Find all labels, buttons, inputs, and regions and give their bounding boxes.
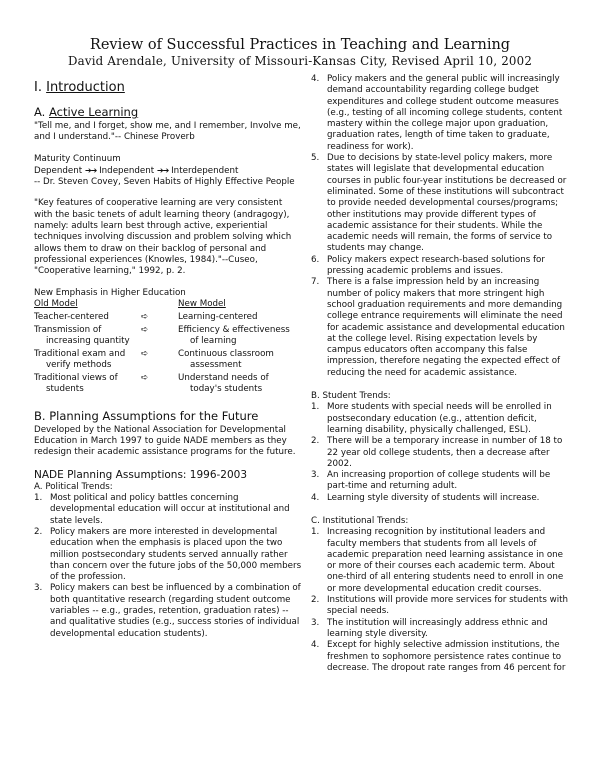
list-item: 1. More students with special needs will be enrolled in postsecondary education (e.g., attention deficit, learning disability, physically challenged, ESL). [311, 402, 552, 435]
list-item: 1. Most political and policy battles concerning developmental education will occur at institutional and state levels. [34, 493, 290, 526]
maturity-title: Maturity Continuum [34, 153, 121, 164]
list-item: 3. The institution will increasingly address ethnic and learning style diversity. [311, 617, 548, 639]
political-trends-list-right [311, 74, 573, 379]
list-item: 1. Increasing recognition by institutional leaders and faculty members that students from all levels of academic preparation need learning assistance in one or more of their courses each academic term. About one-third of all entering students need to enroll in one or more developmental education credit courses. [311, 527, 564, 594]
old-model-header: Old Model [34, 298, 78, 309]
right-column [311, 74, 573, 674]
student-trends-list [311, 402, 573, 504]
list-item: 5. Due to decisions by state-level policy makers, more states will legislate that developmental education courses in public four-year institutions be decreased or eliminated. Some of these institutions will subcontract to provide needed developmental courses/programs; other institutions may provide different types of academic assistance for their students. While the academic needs will remain, the forms of service to students may change. [311, 153, 567, 254]
new-model-header: New Model [178, 298, 226, 309]
right-arrow-icon: ➪ [141, 311, 149, 322]
section-heading-introduction: I. Introduction [34, 80, 125, 95]
list-item: 4. Learning style diversity of students will increase. [311, 492, 540, 503]
list-item: 4. Policy makers and the general public will increasingly demand accountability regarding college budget expenditures and college student outcome measures (e.g., testing of all incoming college students, content mastery within the college major upon graduation, graduation rates, length of time taken to graduate, readiness for work). [311, 74, 563, 152]
right-arrow-icon: ➪ [141, 372, 149, 383]
model-comparison-table [34, 299, 302, 395]
table-row: Teacher-centered ➪ Learning-centered [34, 311, 258, 322]
maturity-continuum: Dependent ➔➔ Independent ➔➔ Interdependent [34, 165, 239, 176]
list-item: 3. Policy makers can best be influenced by a combination of both quantitative research (regarding student outcome variables -- e.g., grades, retention, graduation rates) -- and qualitative studies (e.g., success stories of individual developmental education students). [34, 583, 301, 639]
list-item: 6. Policy makers expect research-based solutions for pressing academic problems and issues. [311, 254, 545, 277]
right-arrow-icon: ➪ [141, 324, 149, 335]
student-trends-title: B. Student Trends: [311, 391, 391, 402]
table-row: Traditional views of students ➪ Understand needs of today's students [34, 372, 269, 394]
political-trends-title: A. Political Trends: [34, 481, 113, 492]
subsection-heading-active-learning: A. Active Learning [34, 105, 139, 119]
table-row: Traditional exam and verify methods ➪ Continuous classroom assessment [34, 348, 274, 370]
emphasis-title: New Emphasis in Higher Education [34, 287, 186, 298]
double-arrow-icon: ➔➔ [156, 165, 169, 175]
nade-title: NADE Planning Assumptions: 1996-2003 [34, 468, 248, 481]
cooperative-learning-quote: "Key features of cooperative learning are very consistent with the basic tenets of adult learning theory (andragogy), namely: adults learn best through active, experiential techniques involving discussion and problem solving which allows them to draw on their backlog of personal and professional experiences (Knowles, 1984)."--Cuseo, "Cooperative learning," 1992, p. 2. [34, 198, 292, 277]
list-item: 7. There is a false impression held by an increasing number of policy makers that more stringent high school graduation requirements and more demanding college entrance requirements will eliminate the need for academic assistance and developmental education at the college level. Rising expectation levels by campus educators often accompany this false impression, therefore negating the expected effect of reducing the need for academic assistance. [311, 277, 565, 378]
double-arrow-icon: ➔➔ [84, 165, 97, 175]
list-item: 2. There will be a temporary increase in number of 18 to 22 year old college students, then a decrease after 2002. [311, 436, 563, 469]
political-trends-list-left [34, 493, 302, 640]
covey-attribution: -- Dr. Steven Covey, Seven Habits of Highly Effective People [34, 177, 295, 188]
left-column [34, 76, 302, 640]
document-title: Review of Successful Practices in Teaching and Learning [89, 37, 511, 53]
proverb-quote: "Tell me, and I forget, show me, and I remember, Involve me, and I understand."-- Chinese Proverb [34, 121, 301, 143]
list-item: 2. Institutions will provide more services for students with special needs. [311, 595, 569, 617]
planning-text: Developed by the National Association for Developmental Education in March 1997 to guide NADE members as they redesign their academic assistance programs for the future. [34, 424, 296, 458]
document-subtitle: David Arendale, University of Missouri-Kansas City, Revised April 10, 2002 [67, 54, 533, 68]
right-arrow-icon: ➪ [141, 348, 149, 359]
list-item: 2. Policy makers are more interested in developmental education when the emphasis is placed upon the two million postsecondary students served annually rather than concern over the future jobs of the 50,000 members of the profession. [34, 526, 302, 583]
list-item: 4. Except for highly selective admission institutions, the freshmen to sophomore persistence rates continue to decrease. The dropout rate ranges from 46 percent for [311, 640, 566, 673]
institutional-trends-title: C. Institutional Trends: [311, 515, 409, 526]
list-item: 3. An increasing proportion of college students will be part-time and returning adult. [311, 470, 551, 492]
subsection-heading-planning: B. Planning Assumptions for the Future [34, 408, 259, 423]
table-row: Transmission of increasing quantity ➪ Efficiency & effectiveness of learning [34, 324, 290, 346]
institutional-trends-list [311, 527, 573, 674]
